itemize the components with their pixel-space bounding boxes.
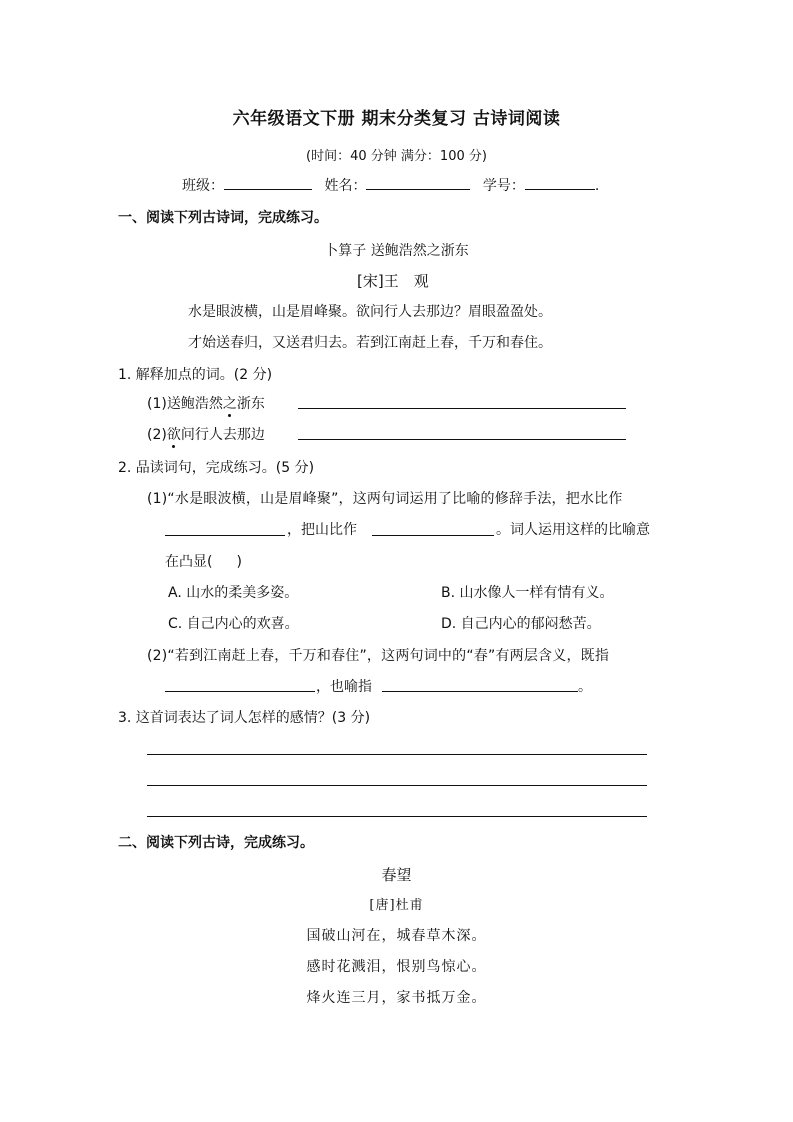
id-blank[interactable]	[525, 175, 595, 190]
page-title: 六年级语文下册 期末分类复习 古诗词阅读	[232, 109, 561, 129]
q1-a-suffix: 浙东	[236, 396, 265, 412]
q2-option-d[interactable]: D. 自己内心的郁闷愁苦。	[441, 616, 601, 632]
q2-p2-blank2[interactable]	[382, 691, 578, 692]
q1-stem: 1. 解释加点的词。(2 分)	[118, 367, 273, 383]
q2-p1-blank2[interactable]	[372, 535, 494, 536]
student-info-row	[182, 175, 599, 195]
q2-p1-mid: ，把山比作	[287, 522, 357, 538]
q2-stem: 2. 品读词句，完成练习。(5 分)	[118, 460, 315, 476]
section2-heading: 二、阅读下列古诗，完成练习。	[118, 835, 314, 851]
q3-answer-line-1[interactable]	[147, 754, 647, 755]
poem1-line1: 水是眼波横，山是眉峰聚。欲问行人去那边？眉眼盈盈处。	[188, 304, 552, 320]
q2-option-a[interactable]: A. 山水的柔美多姿。	[168, 585, 299, 601]
q2-p1-choice-close: )	[236, 554, 242, 570]
q1-b-prefix: (2)	[147, 427, 167, 443]
q2-p1-end: 。词人运用这样的比喻意	[496, 522, 650, 538]
class-blank[interactable]	[224, 175, 312, 190]
name-label: 姓名：	[324, 178, 367, 194]
q1-b-answer-line[interactable]	[298, 439, 626, 440]
section1-heading: 一、阅读下列古诗词，完成练习。	[118, 210, 328, 226]
poem2-line2: 感时花溅泪，恨别鸟惊心。	[306, 959, 487, 975]
poem2-author: [唐]杜甫	[369, 898, 424, 913]
q1-item-b	[147, 424, 265, 444]
poem2-line3: 烽火连三月，家书抵万金。	[306, 990, 487, 1006]
q3-stem: 3. 这首词表达了词人怎样的感情？(3 分)	[118, 710, 371, 726]
id-label: 学号：	[482, 178, 525, 194]
q2-p2-end: 。	[578, 679, 592, 695]
q3-answer-line-2[interactable]	[147, 785, 647, 786]
q3-answer-line-3[interactable]	[147, 816, 647, 817]
poem2-line1: 国破山河在，城春草木深。	[306, 928, 487, 944]
q1-item-a	[147, 393, 265, 413]
q2-p1-choice-prompt: 在凸显(	[165, 554, 213, 570]
poem1-line2: 才始送春归，又送君归去。若到江南赶上春，千万和春住。	[188, 335, 552, 351]
end-mark: .	[594, 178, 600, 194]
q2-option-b[interactable]: B. 山水像人一样有情有义。	[441, 585, 614, 601]
q2-p2-blank1[interactable]	[165, 691, 315, 692]
poem1-title: 卜算子 送鲍浩然之浙东	[324, 243, 469, 259]
q1-b-suffix: 问行人去那边	[180, 427, 265, 443]
q2-p1-line3	[165, 551, 242, 571]
name-blank[interactable]	[366, 175, 470, 190]
q2-option-c[interactable]: C. 自己内心的欢喜。	[168, 616, 299, 632]
q1-a-prefix: (1)送鲍浩然	[147, 396, 223, 412]
page-subtitle: (时间：40 分钟 满分：100 分)	[306, 149, 487, 164]
q1-a-dotted-char: 之	[222, 396, 237, 412]
q1-b-dotted-char: 欲	[166, 427, 181, 443]
q2-p1-blank1[interactable]	[165, 535, 285, 536]
class-label: 班级：	[182, 178, 224, 194]
q1-a-answer-line[interactable]	[298, 408, 626, 409]
q2-p2-line1: (2)“若到江南赶上春，千万和春住”，这两句词中的“春”有两层含义，既指	[147, 648, 610, 664]
poem1-author: [宋]王 观	[357, 272, 429, 290]
q2-p1-line1: (1)“水是眼波横，山是眉峰聚”，这两句词运用了比喻的修辞手法，把水比作	[147, 491, 623, 507]
poem2-title: 春望	[381, 866, 412, 884]
q2-p2-mid: ，也喻指	[316, 679, 372, 695]
